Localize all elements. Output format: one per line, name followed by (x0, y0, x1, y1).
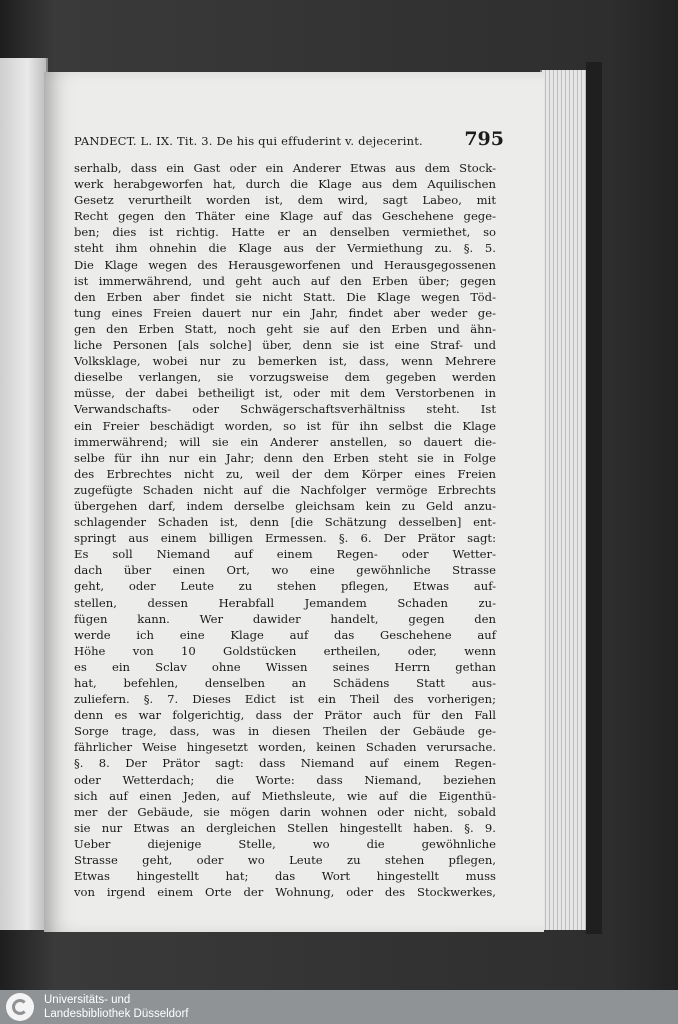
text-line: werde ich eine Klage auf das Geschehene auf (74, 627, 496, 642)
text-line: den Erben aber findet sie nicht Statt. Die Klage wegen Töd- (74, 289, 496, 304)
text-line: übergehen darf, indem derselbe gleichsam kein zu Geld anzu- (74, 498, 496, 513)
text-line: gen den Erben Statt, noch geht sie auf den Erben und ähn- (74, 321, 496, 336)
left-page-edge (0, 58, 48, 930)
text-line: Die Klage wegen des Herausgeworfenen und Herausgegossenen (74, 257, 496, 272)
text-line: fährlicher Weise hingesetzt worden, keinen Schaden verursache. (74, 740, 496, 755)
text-line: müsse, der dabei betheiligt ist, oder mit dem Verstorbenen in (74, 386, 496, 401)
text-line: denn es war folgerichtig, dass der Prätor auch für den Fall (74, 708, 496, 723)
text-line: sie nur Etwas an dergleichen Stellen hingestellt haben. §. 9. (74, 820, 496, 835)
text-line: stellen, dessen Herabfall Jemandem Schaden zu- (74, 595, 496, 610)
library-name (44, 993, 188, 1021)
text-line: steht ihm ohnehin die Klage aus der Vermiethung zu. §. 5. (74, 241, 496, 256)
book-cover-edge (586, 62, 602, 934)
text-line: Ueber diejenige Stelle, wo die gewöhnliche (74, 836, 496, 851)
text-line: Recht gegen den Thäter eine Klage auf das Geschehene gege- (74, 209, 496, 224)
text-line: Verwandschafts- oder Schwägerschaftsverhältniss steht. Ist (74, 402, 496, 417)
text-line: ben; dies ist richtig. Hatte er an denselben vermiethet, so (74, 225, 496, 240)
running-header (74, 128, 504, 150)
text-line: Höhe von 10 Goldstücken ertheilen, oder, wenn (74, 643, 496, 658)
text-line: schlagender Schaden ist, denn [die Schätzung desselben] ent- (74, 515, 496, 530)
text-line: Gesetz verurtheilt worden ist, dem wird, sagt Labeo, mit (74, 193, 496, 208)
text-line: zugefügte Schaden nicht auf die Nachfolger vermöge Erbrechts (74, 482, 496, 497)
text-line: Strasse geht, oder wo Leute zu stehen pflegen, (74, 853, 496, 868)
text-line: geht, oder Leute zu stehen pflegen, Etwas auf- (74, 579, 496, 594)
text-line: sich auf einen Jeden, auf Miethsleute, wie auf die Eigenthü- (74, 788, 496, 803)
library-logo-icon (6, 993, 34, 1021)
text-line: springt aus einem billigen Ermessen. §. 6. Der Prätor sagt: (74, 531, 496, 546)
text-line: von irgend einem Orte der Wohnung, oder des Stockwerkes, (74, 885, 496, 900)
text-line: §. 8. Der Prätor sagt: dass Niemand auf einem Regen- (74, 756, 496, 771)
text-line: Etwas hingestellt hat; das Wort hingestellt muss (74, 869, 496, 884)
page-number: 795 (464, 128, 504, 150)
text-line: dieselbe verlangen, sie vorzugsweise dem gegeben werden (74, 370, 496, 385)
text-line: liche Personen [als solche] über, denn sie ist eine Straf- und (74, 338, 496, 353)
text-line: des Erbrechtes nicht zu, weil der dem Körper eines Freien (74, 466, 496, 481)
text-line: serhalb, dass ein Gast oder ein Anderer Etwas aus dem Stock- (74, 161, 496, 175)
library-name-line2: Landesbibliothek Düsseldorf (44, 1008, 189, 1020)
text-line: oder Wetterdach; die Worte: dass Niemand, beziehen (74, 772, 496, 787)
text-line: mer der Gebäude, sie mögen darin wohnen oder nicht, sobald (74, 804, 496, 819)
library-footer (0, 990, 678, 1024)
text-line: Sorge trage, dass, was in diesen Theilen der Gebäude ge- (74, 724, 496, 739)
page-stack-edge (540, 70, 588, 930)
text-line: werk herabgeworfen hat, durch die Klage aus dem Aquilischen (74, 177, 496, 192)
text-line: immerwährend; will sie ein Anderer anstellen, so dauert die- (74, 434, 496, 449)
text-line: tung eines Freien dauert nur ein Jahr, findet aber weder ge- (74, 305, 496, 320)
running-title: PANDECT. L. IX. Tit. 3. De his qui effuderint v. dejecerint. (74, 134, 423, 148)
library-name-line1: Universitäts- und (44, 994, 131, 1006)
text-line: ein Freier beschädigt worden, so ist für ihn selbst die Klage (74, 418, 496, 433)
text-line: ist immerwährend, und geht auch auf den Erben über; gegen (74, 273, 496, 288)
text-line: es ein Sclav ohne Wissen seines Herrn gethan (74, 659, 496, 674)
text-line: Es soll Niemand auf einem Regen- oder Wetter- (74, 547, 496, 562)
text-line: zuliefern. §. 7. Dieses Edict ist ein Theil des vorherigen; (74, 692, 496, 707)
text-line: selbe für ihn nur ein Jahr; denn den Erben steht sie in Folge (74, 450, 496, 465)
book-page (44, 72, 544, 932)
text-line: fügen kann. Wer dawider handelt, gegen den (74, 611, 496, 626)
body-text (74, 160, 496, 900)
text-line: dach über einen Ort, wo eine gewöhnliche Strasse (74, 563, 496, 578)
text-line: hat, befehlen, denselben an Schädens Statt aus- (74, 676, 496, 690)
text-line: Volksklage, wobei nur zu bemerken ist, dass, wenn Mehrere (74, 354, 496, 369)
